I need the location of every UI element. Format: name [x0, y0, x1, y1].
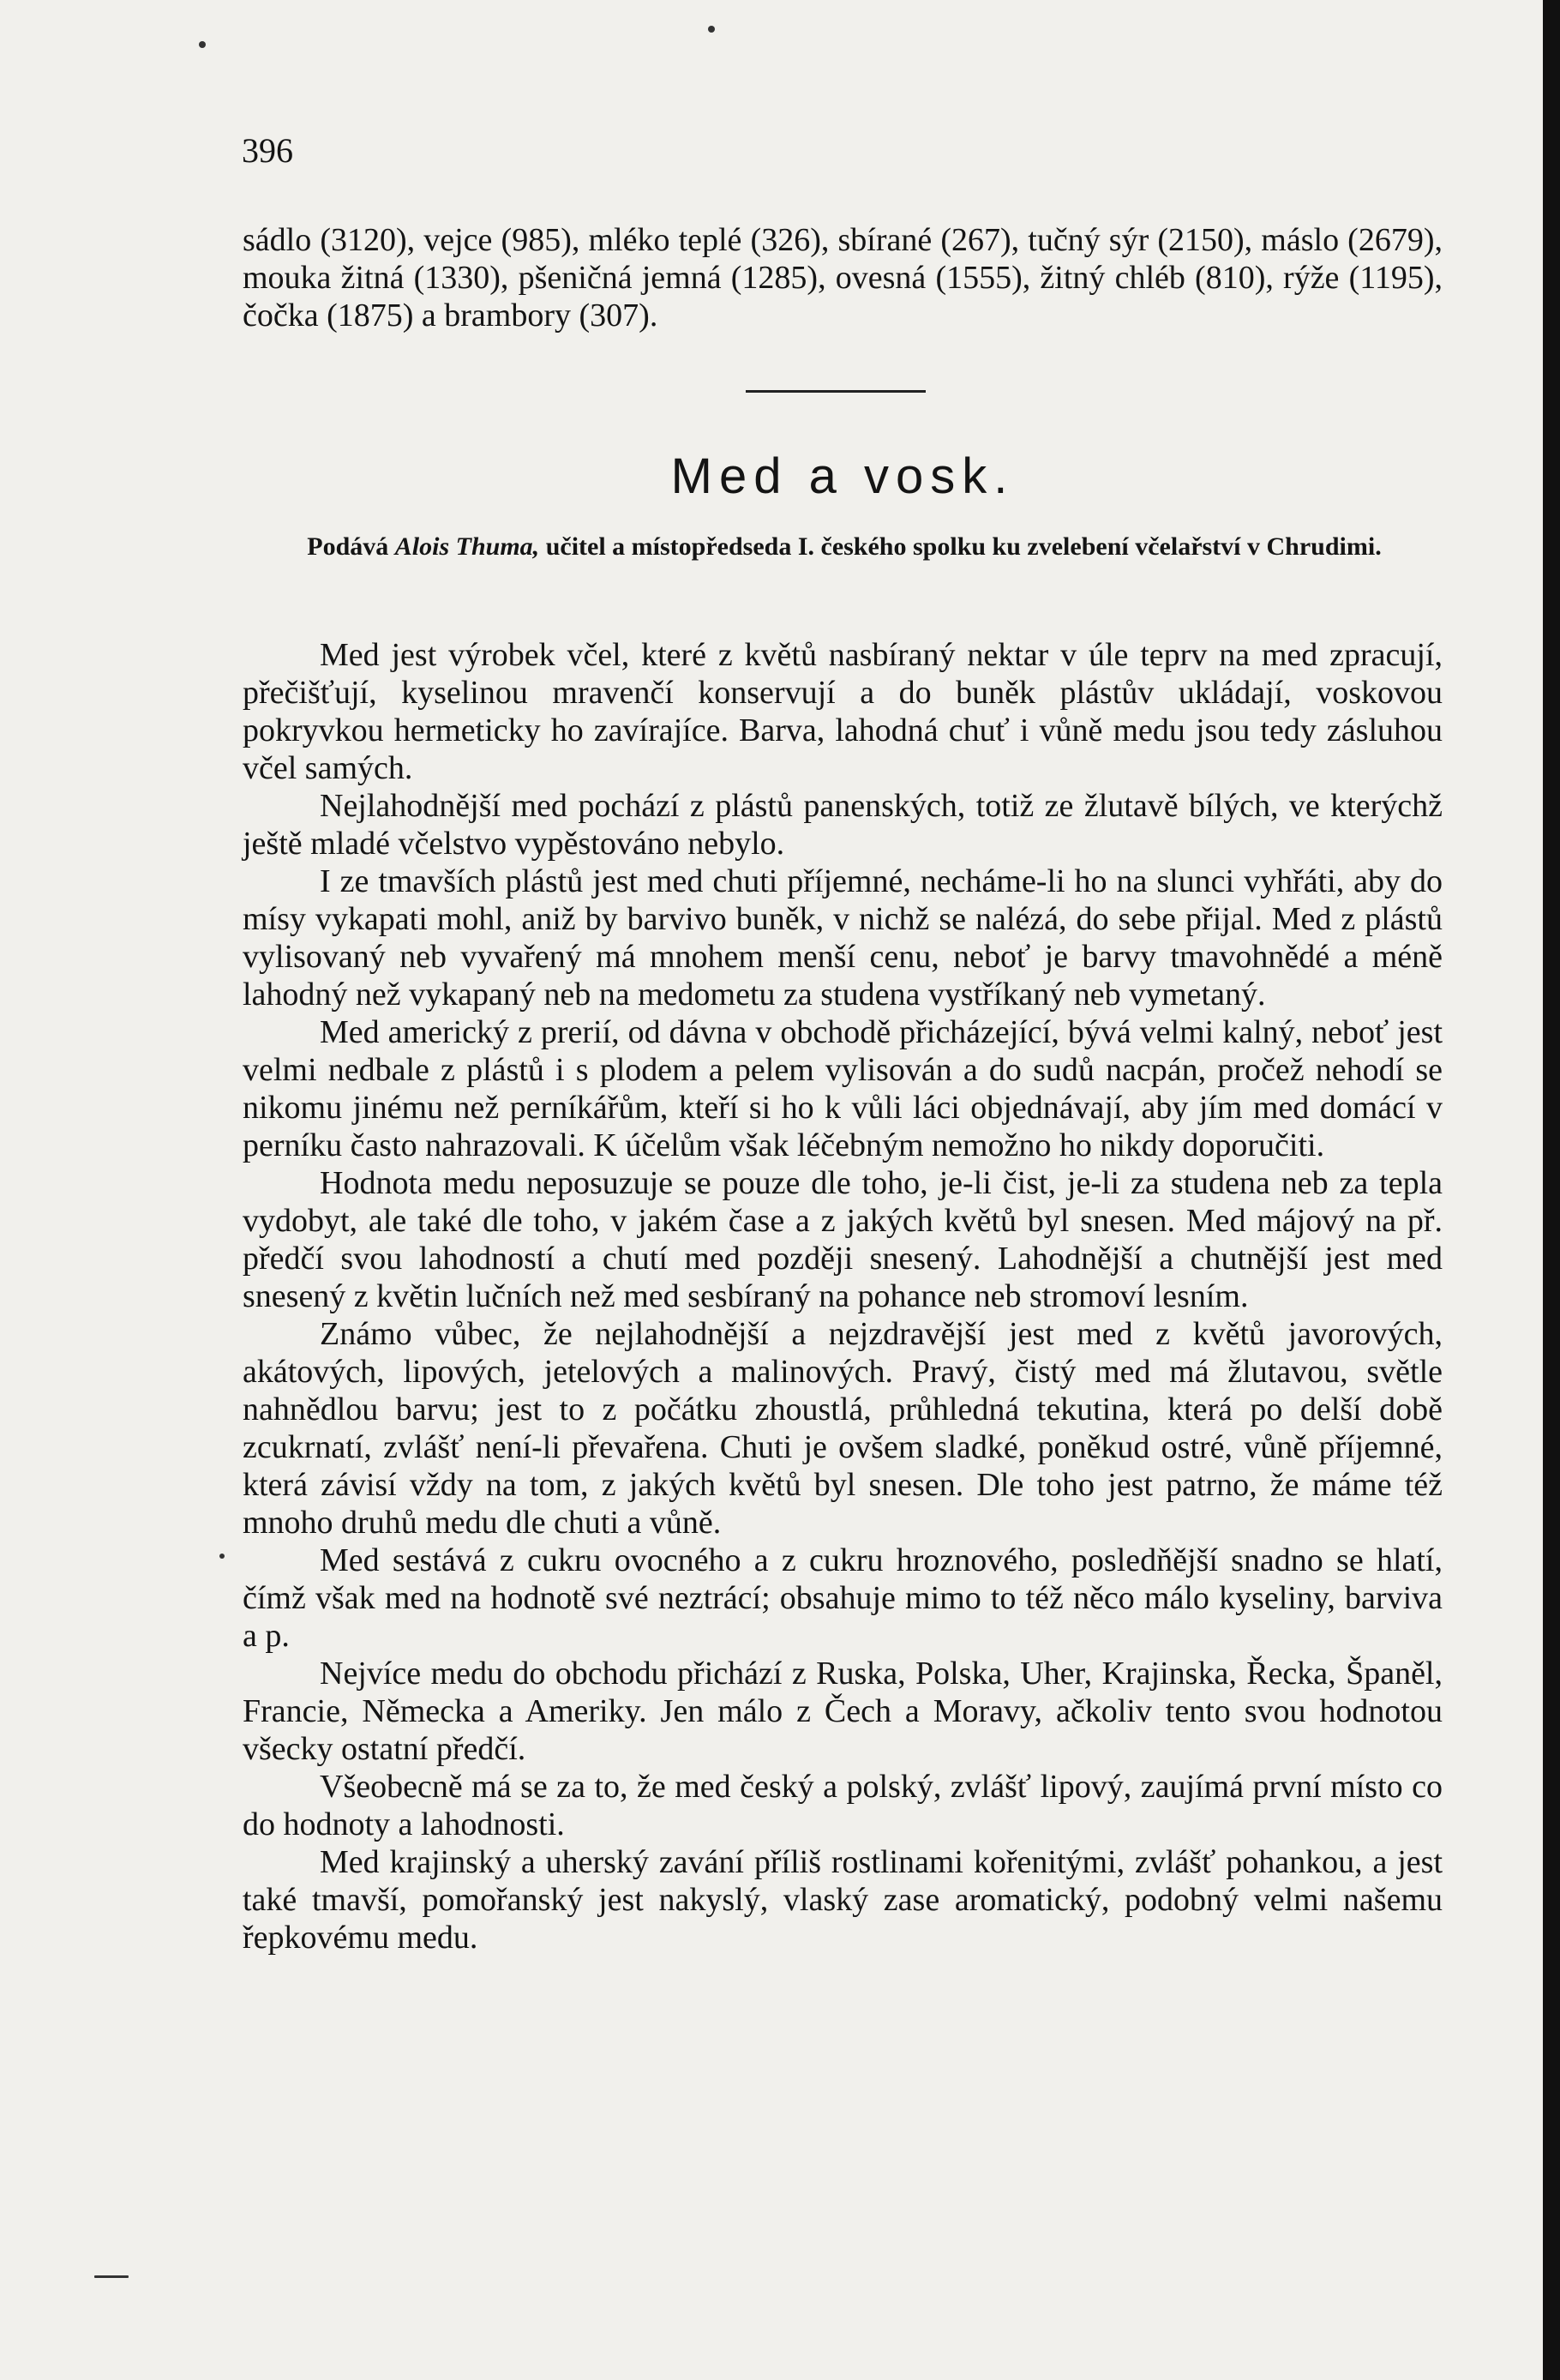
- body-paragraph: Med sestává z cukru ovocného a z cukru hroznového, posledňější snadno se hlatí, čímž však med na hodnotě své neztrácí; obsahuje mimo to též něco málo kyseliny, barviva a p.: [243, 1542, 1443, 1654]
- article-body: [243, 636, 1443, 1956]
- intro-paragraph: sádlo (3120), vejce (985), mléko teplé (326), sbírané (267), tučný sýr (2150), máslo (2679), mouka žitná (1330), pšeničná jemná (1285), ovesná (1555), žitný chléb (810), rýže (1195), čočka (1875) a brambory (307).: [243, 222, 1443, 334]
- byline-prefix: Podává: [307, 532, 389, 561]
- body-paragraph: Med jest výrobek včel, které z květů nasbíraný nektar v úle teprv na med zpracují, přečišťují, kyselinou mravenčí konservují a do buněk plástův ukládají, voskovou pokryvkou hermeticky ho zavírajíce. Barva, lahodná chuť i vůně medu jsou tedy zásluhou včel samých.: [243, 637, 1443, 786]
- scan-speck: [94, 2275, 129, 2278]
- scan-speck: [219, 1554, 225, 1559]
- article-title: Med a vosk.: [670, 448, 1015, 504]
- body-paragraph: Všeobecně má se za to, že med český a polský, zvlášť lipový, zaujímá první místo co do hodnoty a lahodnosti.: [243, 1769, 1443, 1842]
- body-paragraph: Med americký z prerií, od dávna v obchodě přicházející, bývá velmi kalný, neboť jest velmi nedbale z plástů i s plodem a pelem vylisován a do sudů nacpán, pročež nehodí se nikomu jinému než perníkářům, kteří si ho k vůli láci objednávají, aby jím med domácí v perníku často nahrazovali. K účelům však léčebným nemožno ho nikdy doporučiti.: [243, 1014, 1443, 1163]
- body-paragraph: Hodnota medu neposuzuje se pouze dle toho, je-li čist, je-li za studena neb za tepla vydobyt, ale také dle toho, v jakém čase a z jakých květů byl snesen. Med májový na př. předčí svou lahodností a chutí med později snesený. Lahodnější a chutnější jest med snesený z květin lučních než med sesbíraný na pohance neb stromoví lesním.: [243, 1165, 1443, 1314]
- body-paragraph: Med krajinský a uherský zavání příliš rostlinami kořenitými, zvlášť pohankou, a jest také tmavší, pomořanský jest nakyslý, vlaský zase aromatický, podobný velmi našemu řepkovému medu.: [243, 1844, 1443, 1956]
- body-paragraph: Známo vůbec, že nejlahodnější a nejzdravější jest med z květů javorových, akátových, lipových, jetelových a malinových. Pravý, čistý med má žlutavou, světle nahnědlou barvu; jest to z počátku zhoustlá, průhledná tekutina, která po delší době zcukrnatí, zvlášť není-li převařena. Chuti je ovšem sladké, poněkud ostré, vůně příjemné, která závisí vždy na tom, z jakých květů byl snesen. Dle toho jest patrno, že máme též mnoho druhů medu dle chuti a vůně.: [243, 1316, 1443, 1541]
- scan-speck: [199, 41, 206, 48]
- scan-speck: [708, 26, 715, 33]
- section-divider: [746, 390, 926, 393]
- article-byline: [283, 532, 1406, 562]
- body-paragraph: Nejlahodnější med pochází z plástů panenských, totiž ze žlutavě bílých, ve kterýchž ještě mladé včelstvo vypěstováno nebylo.: [243, 788, 1443, 862]
- body-paragraph: Nejvíce medu do obchodu přichází z Ruska, Polska, Uher, Krajinska, Řecka, Španěl, Francie, Německa a Ameriky. Jen málo z Čech a Moravy, ačkoliv tento svou hodnotou všecky ostatní předčí.: [243, 1656, 1443, 1767]
- byline-rest: učitel a místopředseda I. českého spolku ku zvelebení včelařství v Chrudimi.: [545, 532, 1382, 561]
- page-number: 396: [242, 131, 293, 170]
- body-paragraph: I ze tmavších plástů jest med chuti příjemné, necháme-li ho na slunci vyhřáti, aby do mísy vykapati mohl, aniž by barvivo buněk, v nichž se nalézá, do sebe přijal. Med z plástů vylisovaný neb vyvařený má mnohem menší cenu, neboť je barvy tmavohnědé a méně lahodný než vykapaný neb na medometu za studena vystříkaný neb vymetaný.: [243, 863, 1443, 1013]
- scan-edge: [1543, 0, 1560, 2380]
- byline-author: Alois Thuma,: [394, 532, 540, 561]
